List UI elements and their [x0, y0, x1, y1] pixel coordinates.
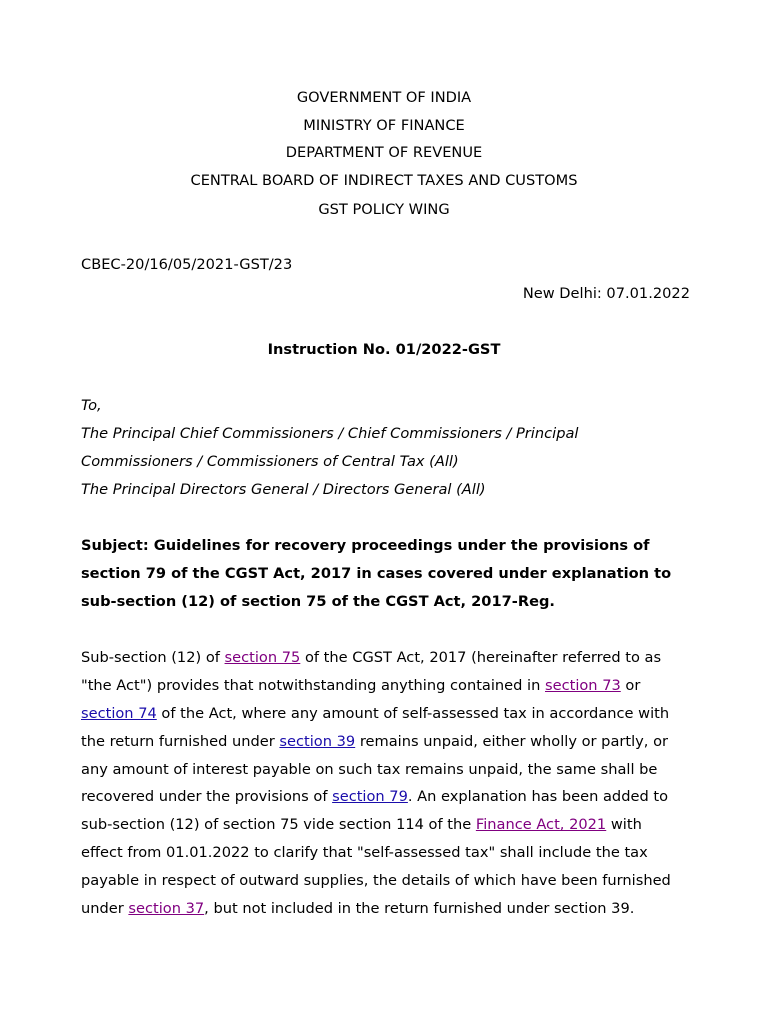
- body-text: payable in respect of outward supplies, the details of which have been furnished: [81, 872, 671, 890]
- place-date: New Delhi: 07.01.2022: [522, 285, 690, 302]
- body-line: [81, 700, 691, 728]
- subject-line-1: Subject: Guidelines for recovery proceedings under the provisions of: [81, 537, 650, 554]
- body-text: of the CGST Act, 2017 (hereinafter referred to as: [300, 649, 662, 666]
- link-section-79[interactable]: section 79: [332, 788, 408, 806]
- body-text: under: [81, 900, 129, 918]
- link-section-73[interactable]: section 73: [545, 676, 621, 694]
- body-line: [81, 728, 691, 756]
- body-text: with: [606, 816, 642, 834]
- addressee-line-3: The Principal Directors General / Directors General (All): [81, 481, 486, 498]
- body-text: of the Act, where any amount of self-assessed tax in accordance with: [156, 704, 670, 722]
- link-finance-act-2021[interactable]: Finance Act, 2021: [475, 816, 607, 834]
- body-text: sub-section (12) of section 75 vide section 114 of the: [81, 816, 476, 834]
- body-text: any amount of interest payable on such tax remains unpaid, the same shall be: [81, 760, 658, 778]
- body-paragraph: [81, 644, 691, 923]
- subject-line-3: sub-section (12) of section 75 of the CGST Act, 2017-Reg.: [81, 593, 555, 610]
- addressee-line-1: The Principal Chief Commissioners / Chief Commissioners / Principal: [81, 425, 579, 442]
- body-line: [81, 811, 691, 839]
- body-line: [81, 756, 691, 784]
- subject-line-2: section 79 of the CGST Act, 2017 in cases covered under explanation to: [81, 565, 672, 582]
- body-text: the return furnished under: [81, 732, 280, 750]
- header-government: GOVERNMENT OF INDIA: [296, 89, 472, 106]
- link-section-37[interactable]: section 37: [128, 900, 205, 918]
- body-line: [81, 867, 691, 895]
- body-text: "the Act") provides that notwithstanding anything contained in: [81, 676, 545, 694]
- addressee-to: To,: [81, 397, 102, 414]
- header-ministry: MINISTRY OF FINANCE: [303, 117, 465, 134]
- header-board: CENTRAL BOARD OF INDIRECT TAXES AND CUSTOMS: [190, 172, 578, 189]
- header-wing: GST POLICY WING: [318, 201, 450, 218]
- body-line: [81, 839, 691, 867]
- body-line: [81, 783, 691, 811]
- addressee-line-2: Commissioners / Commissioners of Central Tax (All): [81, 453, 459, 470]
- body-text: effect from 01.01.2022 to clarify that "self-assessed tax" shall include the tax: [81, 844, 648, 862]
- body-text: Sub-section (12) of: [81, 649, 225, 666]
- body-text: or: [620, 676, 641, 694]
- body-line: [81, 644, 691, 672]
- body-text: remains unpaid, either wholly or partly, or: [355, 732, 669, 750]
- body-line: [81, 672, 691, 700]
- instruction-number: Instruction No. 01/2022-GST: [267, 341, 501, 358]
- link-section-75[interactable]: section 75: [224, 649, 301, 666]
- body-text: . An explanation has been added to: [407, 788, 668, 806]
- file-number: CBEC-20/16/05/2021-GST/23: [81, 256, 293, 273]
- link-section-39[interactable]: section 39: [279, 732, 356, 750]
- body-line: [81, 895, 691, 923]
- body-text: , but not included in the return furnished under section 39.: [204, 900, 635, 918]
- link-section-74[interactable]: section 74: [81, 704, 157, 722]
- header-department: DEPARTMENT OF REVENUE: [285, 144, 483, 161]
- body-text: recovered under the provisions of: [81, 788, 333, 806]
